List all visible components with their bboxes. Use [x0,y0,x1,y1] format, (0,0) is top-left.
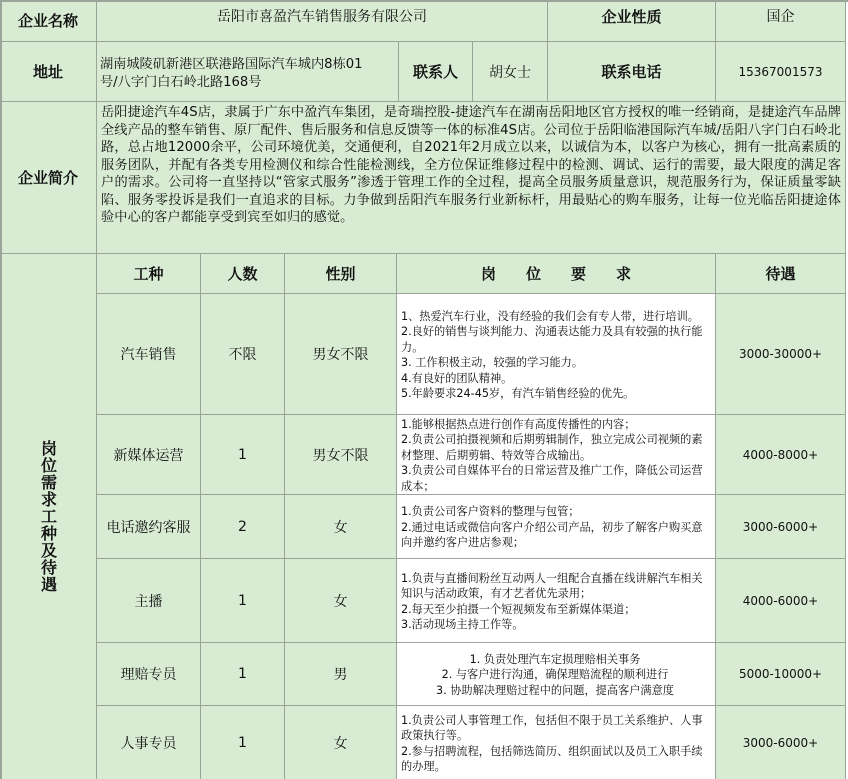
requirement-line: 1.能够根据热点进行创作有高度传播性的内容； [401,417,636,431]
job-type: 人事专员 [97,706,201,779]
job-requirements [397,294,716,415]
job-salary: 3000-30000+ [716,294,846,415]
requirement-line: 3. 协助解决理赔过程中的问题，提高客户满意度 [436,683,674,697]
header-requirements: 岗 位 要 求 [397,254,716,294]
requirement-line: 2.负责公司拍摄视频和后期剪辑制作，独立完成公司视频的素材整理、后期剪辑、特效等合成输出。 [401,433,703,462]
job-salary: 5000-10000+ [716,643,846,706]
requirement-line: 1、热爱汽车行业，没有经验的我们会有专人带，进行培训。 [401,309,699,323]
job-requirements [397,559,716,643]
jobs-section-label [0,254,97,779]
header-job-type: 工种 [97,254,201,294]
company-name-value: 岳阳市喜盈汽车销售服务有限公司 [97,0,548,42]
requirement-line: 5.年龄要求24-45岁，有汽车销售经验的优先。 [401,387,635,400]
requirement-line: 2.良好的销售与谈判能力、沟通表达能力及具有较强的执行能力。 [401,325,703,354]
intro-label: 企业简介 [0,102,97,254]
requirement-line: 1.负责与直播间粉丝互动两人一组配合直播在线讲解汽车相关知识与活动政策，有才艺者优先录用； [401,571,703,600]
job-count: 1 [201,415,285,495]
job-gender: 女 [285,495,397,559]
address-label: 地址 [0,42,97,102]
intro-text: 岳阳捷途汽车4S店，隶属于广东中盈汽车集团，是奇瑞控股-捷途汽车在湖南岳阳地区官方授权的唯一经销商，是捷途汽车品牌全线产品的整车销售、原厂配件、售后服务和信息反馈等一体的标准4S店。公司位于岳阳临港国际汽车城/岳阳八字门白石岭北路，总占地12000余平，公司环境优美，交通便利，自2021年2月成立以来，以诚信为本，以客户为核心，拥有一批高素质的服务团队，并配有各类专用检测仪和综合性能检测线，全方位保证维修过程中的检测、调试、运行的需要，最大限度的满足客户的需求。公司将一直坚持以“管家式服务”渗透于管理工作的全过程，提高全员服务质量意识，规范服务行为，保证质量零缺陷、服务零投诉是我们一直追求的目标。力争做到岳阳汽车服务行业新标杆，用最贴心的购车服务，让每一位光临岳阳捷途体验中心的客户都能享受到宾至如归的感觉。 [97,102,846,254]
address-value [97,42,399,102]
job-requirements [397,643,716,706]
company-name-label: 企业名称 [0,0,97,42]
job-gender: 男女不限 [285,415,397,495]
job-gender: 男女不限 [285,294,397,415]
job-count: 不限 [201,294,285,415]
requirement-line: 4.有良好的团队精神。 [401,371,513,385]
job-type: 主播 [97,559,201,643]
requirement-line: 1. 负责处理汽车定损理赔相关事务 [469,652,641,666]
header-salary: 待遇 [716,254,846,294]
job-gender: 男 [285,643,397,706]
requirement-line: 3. 工作积极主动，较强的学习能力。 [401,356,584,369]
job-type: 理赔专员 [97,643,201,706]
header-gender: 性别 [285,254,397,294]
address-line-1: 湖南城陵矶新港区联港路国际汽车城内8栋01 [100,57,363,72]
phone-label: 联系电话 [548,42,716,102]
job-count: 1 [201,643,285,706]
job-count: 2 [201,495,285,559]
job-gender: 女 [285,706,397,779]
job-count: 1 [201,559,285,643]
requirement-line: 1.负责公司客户资料的整理与包管； [401,505,580,519]
contact-value: 胡女士 [473,42,548,102]
job-gender: 女 [285,559,397,643]
job-requirements [397,495,716,559]
job-salary: 4000-8000+ [716,415,846,495]
job-requirements [397,415,716,495]
requirement-line: 2.每天至少拍摄一个短视频发布至新媒体渠道； [401,602,636,616]
jobs-section-label-text: 岗位需求工种及待遇 [38,440,58,593]
address-line-2: 号/八字门白石岭北路168号 [100,75,262,90]
requirement-line: 2.参与招聘流程，包括筛选简历、组织面试以及员工入职手续的办理。 [401,744,703,773]
phone-value: 15367001573 [716,42,846,102]
job-type: 电话邀约客服 [97,495,201,559]
requirement-line: 1.负责公司人事管理工作，包括但不限于员工关系维护、人事政策执行等。 [401,713,703,742]
company-type-label: 企业性质 [548,0,716,42]
requirement-line: 2. 与客户进行沟通，确保理赔流程的顺利进行 [441,668,669,682]
job-requirements [397,706,716,779]
job-type: 汽车销售 [97,294,201,415]
requirement-line: 3.负责公司自媒体平台的日常运营及推广工作，降低公司运营成本； [401,464,703,493]
job-count: 1 [201,706,285,779]
job-salary: 4000-6000+ [716,559,846,643]
job-type: 新媒体运营 [97,415,201,495]
job-salary: 3000-6000+ [716,706,846,779]
requirement-line: 2.通过电话或微信向客户介绍公司产品，初步了解客户购买意向并邀约客户进店参观； [401,520,703,550]
requirement-line: 3.活动现场主持工作等。 [401,618,524,631]
header-count: 人数 [201,254,285,294]
company-type-value: 国企 [716,0,846,42]
contact-label: 联系人 [399,42,473,102]
job-salary: 3000-6000+ [716,495,846,559]
